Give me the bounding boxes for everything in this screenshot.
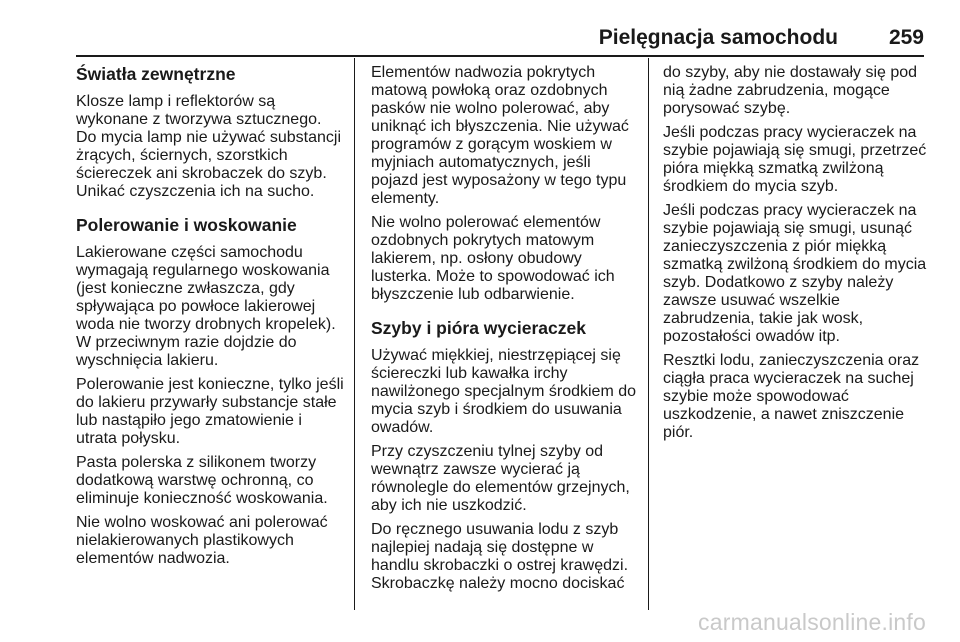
paragraph bbox=[76, 454, 346, 508]
paragraph bbox=[371, 443, 639, 515]
text-line: szmatką zwilżoną środkiem do mycia bbox=[663, 256, 927, 273]
paragraph bbox=[371, 347, 639, 437]
text-line: programów z gorącym woskiem w bbox=[371, 136, 612, 153]
text-line: zabrudzenia, takie jak wosk, bbox=[663, 310, 864, 327]
text-line: matową powłoką oraz ozdobnych bbox=[371, 82, 608, 99]
text-line: nawilżonego specjalnym środkiem do bbox=[371, 383, 637, 400]
text-line: dodatkową warstwę ochronną, co bbox=[76, 472, 314, 489]
watermark: carmanualsonline.info bbox=[698, 609, 926, 635]
text-line: Klosze lamp i reflektorów są bbox=[76, 93, 276, 110]
paragraph bbox=[76, 93, 346, 201]
paragraph bbox=[76, 514, 346, 568]
heading-exterior-lights: Światła zewnętrzne bbox=[76, 64, 236, 84]
text-line: do szyby, aby nie dostawały się pod bbox=[663, 64, 918, 81]
text-line: Nie wolno polerować elementów bbox=[371, 214, 601, 231]
text-line: Elementów nadwozia pokrytych bbox=[371, 64, 596, 81]
text-line: Przy czyszczeniu tylnej szyby od bbox=[371, 443, 604, 460]
heading-polishing-waxing: Polerowanie i woskowanie bbox=[76, 215, 297, 235]
text-line: lub nastąpiło jego zmatowienie i bbox=[76, 412, 302, 429]
text-line: najlepiej nadają się dostępne w bbox=[371, 539, 594, 556]
text-line: Unikać czyszczenia ich na sucho. bbox=[76, 183, 315, 200]
text-line: Do ręcznego usuwania lodu z szyb bbox=[371, 521, 619, 538]
paragraph bbox=[663, 202, 931, 346]
text-line: Resztki lodu, zanieczyszczenia oraz bbox=[663, 352, 920, 369]
text-line: wewnątrz zawsze wycierać ją bbox=[371, 461, 580, 478]
column-2 bbox=[371, 64, 639, 599]
paragraph bbox=[663, 352, 931, 442]
text-line: pozostałości owadów itp. bbox=[663, 328, 840, 345]
text-line: zawsze usuwać wszelkie bbox=[663, 292, 840, 309]
text-line: szybie pojawiają się smugi, usunąć bbox=[663, 220, 913, 237]
text-line: ciągła praca wycieraczek na suchej bbox=[663, 370, 914, 387]
text-line: nią żadne zabrudzenia, mogące bbox=[663, 82, 890, 99]
text-line: wykonane z tworzywa sztucznego. bbox=[76, 111, 322, 128]
text-line: szybie może spowodować bbox=[663, 388, 849, 405]
text-line: Jeśli podczas pracy wycieraczek na bbox=[663, 124, 917, 141]
paragraph bbox=[76, 376, 346, 448]
text-line: spływająca po powłoce lakierowej bbox=[76, 298, 316, 315]
text-line: do lakieru przywarły substancje stałe bbox=[76, 394, 337, 411]
text-line: ozdobnych pokrytych matowym bbox=[371, 232, 595, 249]
column-1 bbox=[76, 64, 346, 574]
text-line: eliminuje konieczność woskowania. bbox=[76, 490, 328, 507]
text-line: Skrobaczkę należy mocno dociskać bbox=[371, 575, 625, 592]
text-line: owadów. bbox=[371, 419, 434, 436]
text-line: woda nie tworzy drobnych kropelek). bbox=[76, 316, 336, 333]
text-line: porysować szybę. bbox=[663, 100, 791, 117]
text-line: szybie pojawiają się smugi, przetrzeć bbox=[663, 142, 927, 159]
column-3 bbox=[663, 64, 931, 448]
page-header bbox=[76, 26, 924, 56]
text-line: wyschnięcia lakieru. bbox=[76, 352, 219, 369]
text-line: lusterka. Może to spowodować ich bbox=[371, 268, 615, 285]
text-line: W przeciwnym razie dojdzie do bbox=[76, 334, 297, 351]
column-divider-1 bbox=[354, 58, 355, 610]
text-line: handlu skrobaczki o ostrej krawędzi. bbox=[371, 557, 629, 574]
text-line: uszkodzenie, a nawet zniszczenie bbox=[663, 406, 905, 423]
heading-windows-wipers: Szyby i pióra wycieraczek bbox=[371, 318, 586, 338]
text-line: pasków nie wolno polerować, aby bbox=[371, 100, 610, 117]
text-line: wymagają regularnego woskowania bbox=[76, 262, 330, 279]
paragraph bbox=[371, 214, 639, 304]
text-line: ściereczki lub kawałka irchy bbox=[371, 365, 568, 382]
text-line: pióra miękką szmatką zwilżoną bbox=[663, 160, 884, 177]
text-line: uniknąć ich błyszczenia. Nie używać bbox=[371, 118, 629, 135]
text-line: Polerowanie jest konieczne, tylko jeśli bbox=[76, 376, 344, 393]
text-line: elementy. bbox=[371, 190, 440, 207]
text-line: Lakierowane części samochodu bbox=[76, 244, 303, 261]
text-line: Do mycia lamp nie używać substancji bbox=[76, 129, 341, 146]
text-line: żrących, ściernych, szorstkich bbox=[76, 147, 288, 164]
text-line: błyszczenie lub odbarwienie. bbox=[371, 286, 575, 303]
paragraph bbox=[371, 64, 639, 208]
text-line: utrata połysku. bbox=[76, 430, 181, 447]
text-line: szyb. Dodatkowo z szyby należy bbox=[663, 274, 894, 291]
text-line: zanieczyszczenia z piór miękką bbox=[663, 238, 887, 255]
column-divider-2 bbox=[648, 58, 649, 610]
text-line: mycia szyb i środkiem do usuwania bbox=[371, 401, 622, 418]
paragraph bbox=[371, 521, 639, 593]
text-line: ściereczek ani skrobaczek do szyb. bbox=[76, 165, 327, 182]
text-line: piór. bbox=[663, 424, 694, 441]
text-line: równolegle do elementów grzejnych, bbox=[371, 479, 630, 496]
text-line: lakierem, np. osłony obudowy bbox=[371, 250, 582, 267]
paragraph bbox=[663, 64, 931, 118]
page-number: 259 bbox=[888, 26, 924, 49]
text-line: aby ich nie uszkodzić. bbox=[371, 497, 527, 514]
paragraph bbox=[663, 124, 931, 196]
text-line: Nie wolno woskować ani polerować bbox=[76, 514, 328, 531]
text-line: środkiem do mycia szyb. bbox=[663, 178, 839, 195]
text-line: pojazd jest wyposażony w tego typu bbox=[371, 172, 627, 189]
section-title: Pielęgnacja samochodu bbox=[598, 26, 838, 49]
text-line: myjniach automatycznych, jeśli bbox=[371, 154, 591, 171]
paragraph bbox=[76, 244, 346, 370]
text-line: nielakierowanych plastikowych bbox=[76, 532, 294, 549]
text-line: (jest konieczne zwłaszcza, gdy bbox=[76, 280, 295, 297]
text-line: Używać miękkiej, niestrzępiącej się bbox=[371, 347, 621, 364]
text-line: Pasta polerska z silikonem tworzy bbox=[76, 454, 317, 471]
header-rule bbox=[76, 55, 924, 57]
text-line: elementów nadwozia. bbox=[76, 550, 230, 567]
text-line: Jeśli podczas pracy wycieraczek na bbox=[663, 202, 917, 219]
